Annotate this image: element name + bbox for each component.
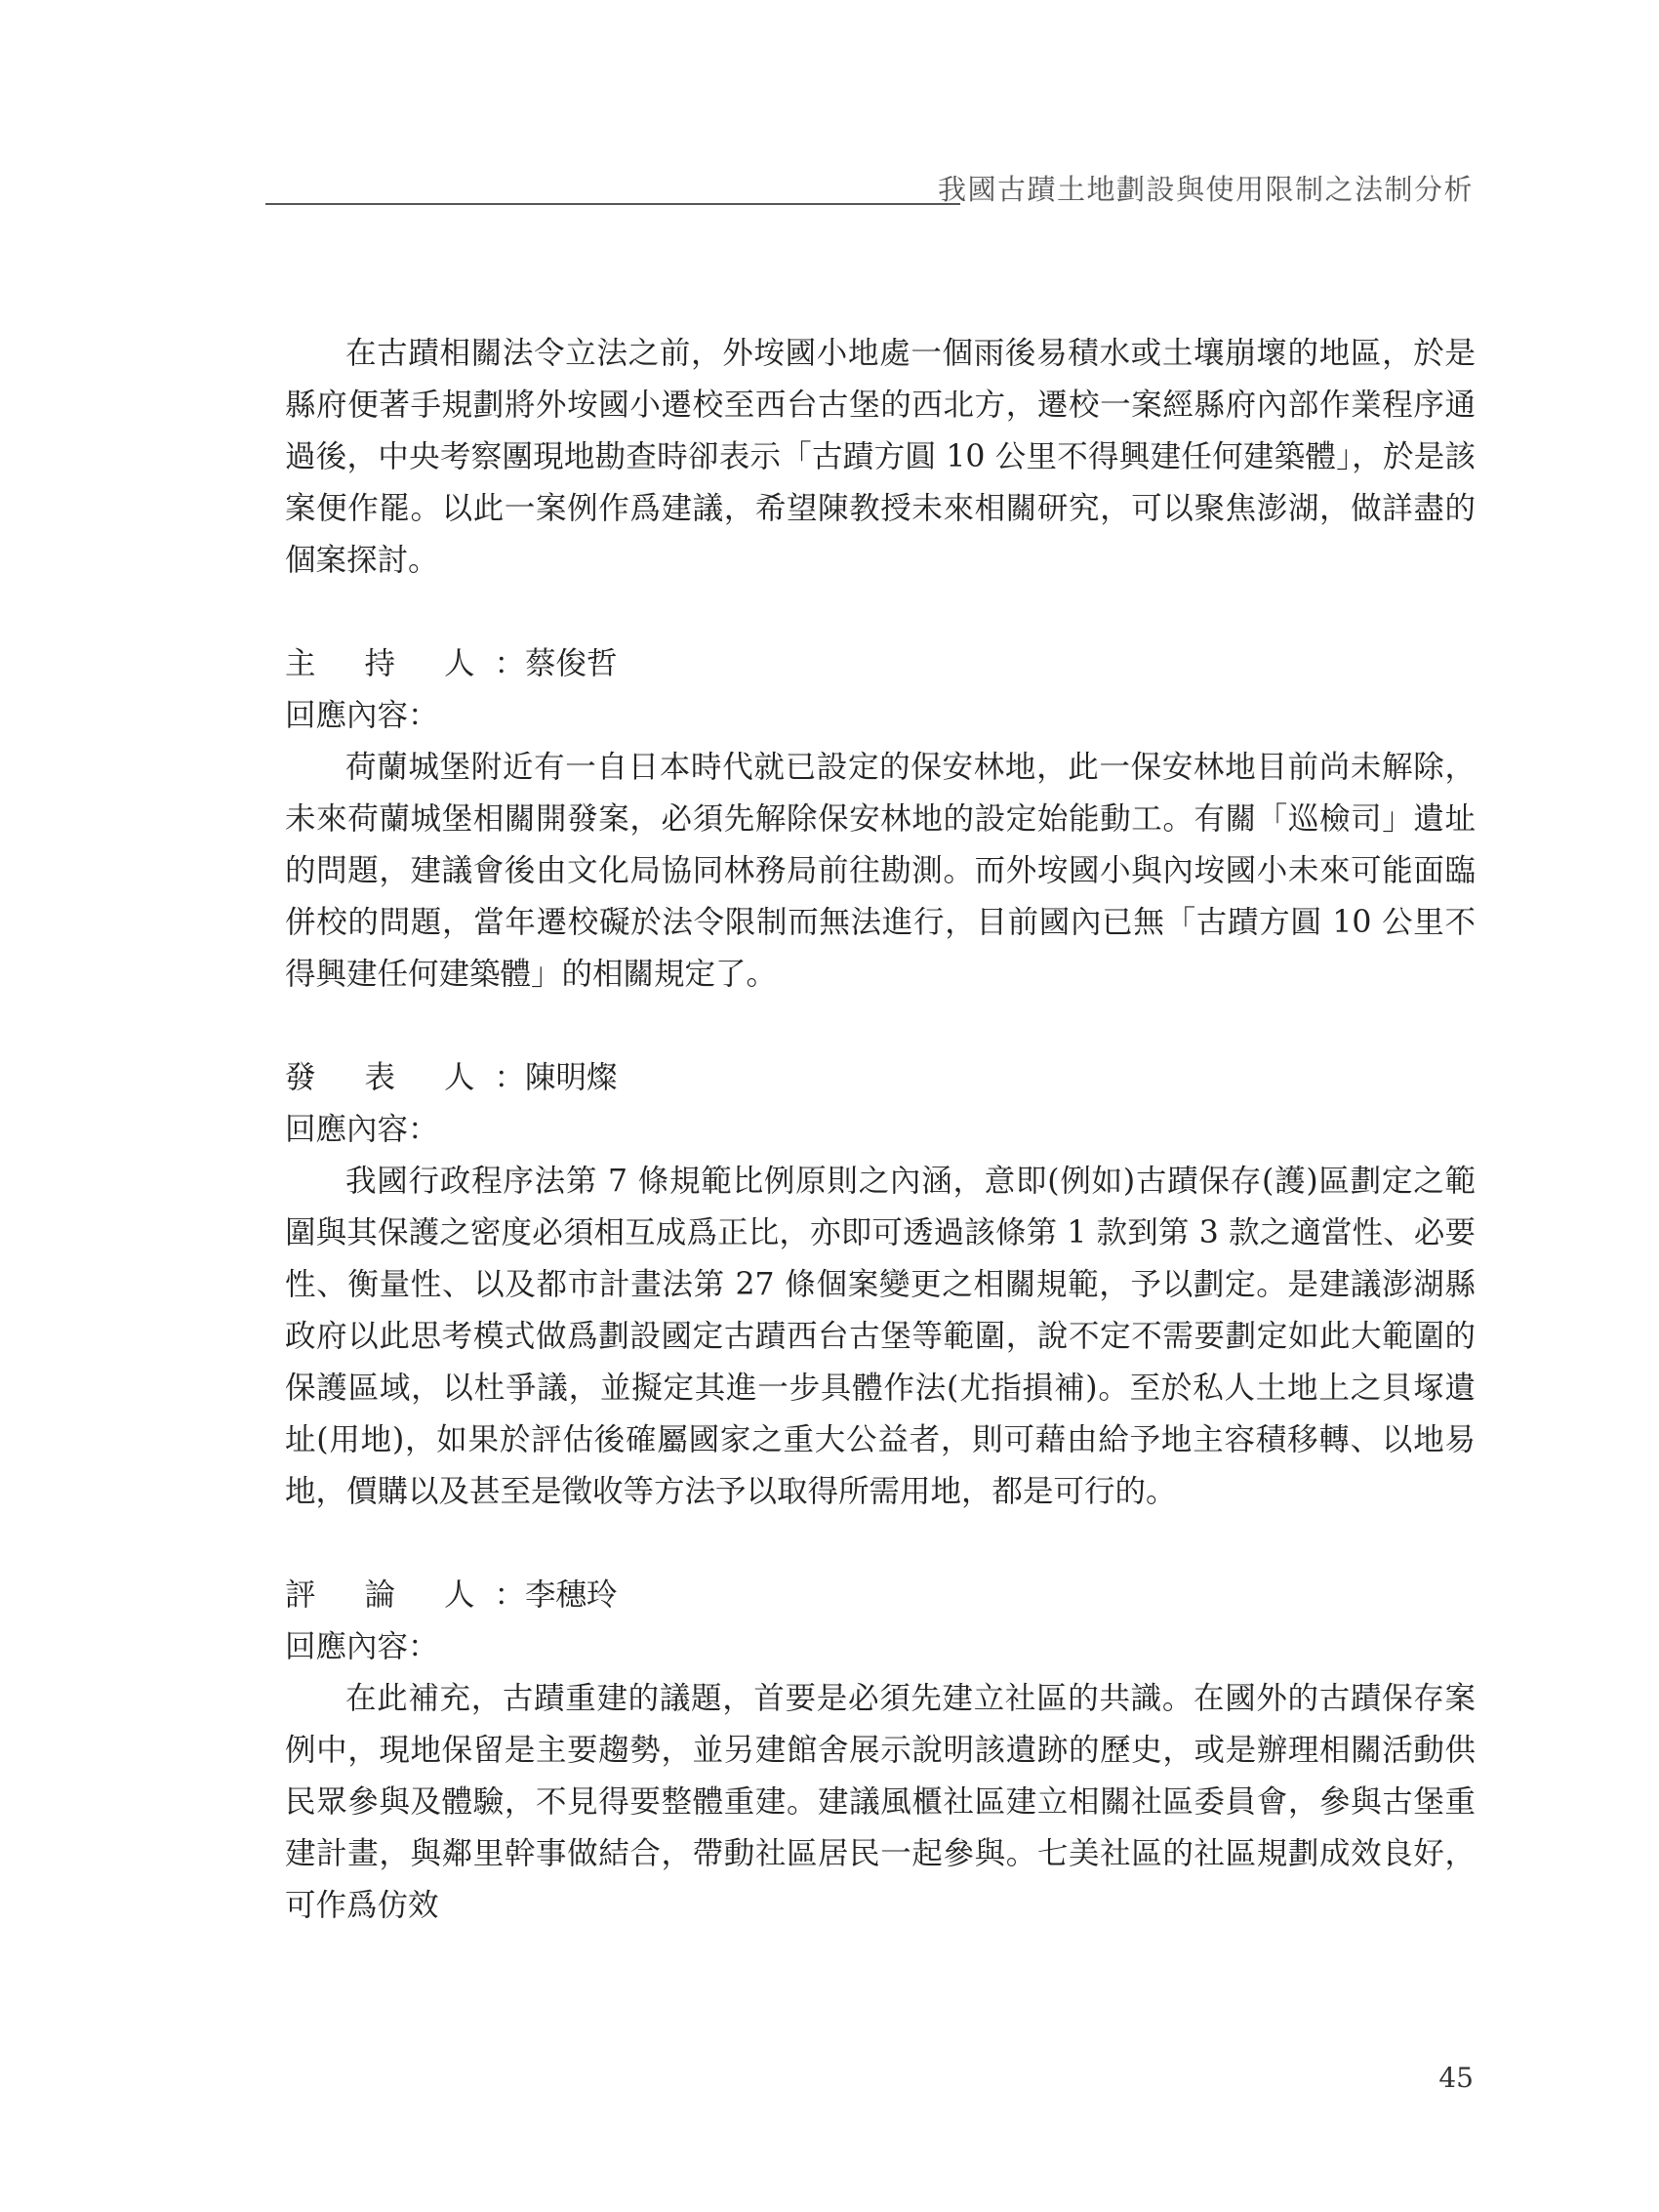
speaker-name: 李穗玲	[525, 1577, 618, 1613]
speaker-role: 評 論 人	[285, 1577, 495, 1613]
response-label: 回應內容：	[285, 698, 439, 733]
response-label: 回應內容：	[285, 1112, 439, 1147]
speaker-line: 主 持 人：蔡俊哲	[285, 638, 1476, 690]
response-label: 回應內容：	[285, 1629, 439, 1664]
speaker-role: 主 持 人	[285, 646, 495, 681]
speaker-line: 發 表 人：陳明燦	[285, 1052, 1476, 1104]
speaker-role: 發 表 人	[285, 1060, 495, 1095]
intro-paragraph: 在古蹟相關法令立法之前，外垵國小地處一個雨後易積水或土壤崩壞的地區，於是縣府便著手規劃將外垵國小遷校至西台古堡的西北方，遷校一案經縣府內部作業程序通過後，中央考察團現地勘查時卻表示「古蹟方圓 10 公里不得興建任何建築體」，於是該案便作罷。以此一案例作爲建議，希望陳教授未來相關研究，可以聚焦澎湖，做詳盡的個案探討。	[285, 336, 1476, 578]
running-header	[265, 168, 1474, 207]
section-presenter	[285, 1052, 1476, 1518]
section-commentator	[285, 1570, 1476, 1932]
response-paragraph: 我國行政程序法第 7 條規範比例原則之內涵，意即(例如)古蹟保存(護)區劃定之範圍與其保護之密度必須相互成爲正比，亦即可透過該條第 1 款到第 3 款之適當性、必要性、衡量性、以及都市計畫法第 27 條個案變更之相關規範，予以劃定。是建議澎湖縣政府以此思考模式做爲劃設國定古蹟西台古堡等範圍，說不定不需要劃定如此大範圍的保護區域，以杜爭議，並擬定其進一步具體作法(尤指損補)。至於私人土地上之貝塚遺址(用地)，如果於評估後確屬國家之重大公益者，則可藉由給予地主容積移轉、以地易地，價購以及甚至是徵收等方法予以取得所需用地，都是可行的。	[285, 1164, 1476, 1509]
section-gap	[285, 587, 1476, 638]
speaker-name: 蔡俊哲	[525, 646, 618, 681]
header-rule	[265, 203, 960, 205]
speaker-name: 陳明燦	[525, 1060, 618, 1095]
speaker-line: 評 論 人：李穗玲	[285, 1570, 1476, 1621]
page-content	[285, 328, 1476, 1932]
header-title: 我國古蹟土地劃設與使用限制之法制分析	[937, 173, 1474, 206]
response-paragraph: 荷蘭城堡附近有一自日本時代就已設定的保安林地，此一保安林地目前尚未解除，未來荷蘭城堡相關開發案，必須先解除保安林地的設定始能動工。有關「巡檢司」遺址的問題，建議會後由文化局協同林務局前往勘測。而外垵國小與內垵國小未來可能面臨併校的問題，當年遷校礙於法令限制而無法進行，目前國內已無「古蹟方圓 10 公里不得興建任何建築體」的相關規定了。	[285, 750, 1476, 992]
section-gap	[285, 1001, 1476, 1052]
section-gap	[285, 1518, 1476, 1570]
page-number: 45	[1438, 2062, 1474, 2094]
section-moderator	[285, 638, 1476, 1001]
response-paragraph: 在此補充，古蹟重建的議題，首要是必須先建立社區的共識。在國外的古蹟保存案例中，現地保留是主要趨勢，並另建館舍展示說明該遺跡的歷史，或是辦理相關活動供民眾參與及體驗，不見得要整體重建。建議風櫃社區建立相關社區委員會，參與古堡重建計畫，與鄰里幹事做結合，帶動社區居民一起參與。七美社區的社區規劃成效良好，可作爲仿效	[285, 1681, 1476, 1923]
